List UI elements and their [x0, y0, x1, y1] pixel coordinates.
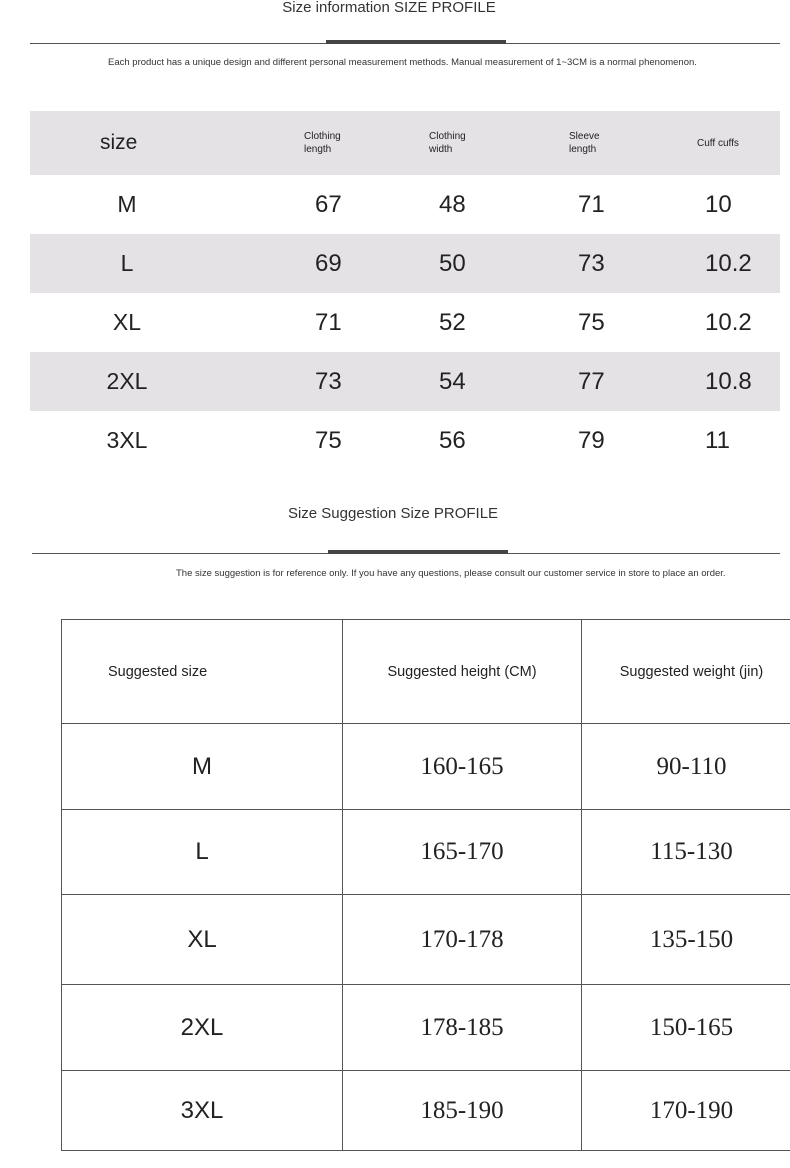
length-cell: 75 — [315, 426, 342, 454]
sleeve-cell: 73 — [578, 249, 605, 277]
header-size: size — [100, 131, 138, 154]
table-row — [30, 234, 780, 293]
table-row — [30, 293, 780, 352]
header-suggested-height: Suggested height (CM) — [343, 620, 582, 724]
size-cell: M — [117, 191, 137, 217]
table-row — [62, 724, 790, 810]
table-row — [62, 985, 790, 1071]
size-info-title: Size information SIZE PROFILE — [282, 0, 496, 16]
length-cell: 71 — [315, 308, 342, 336]
cuff-cell: 10.2 — [705, 249, 752, 277]
suggested-weight-cell: 150-165 — [582, 985, 790, 1071]
length-cell: 67 — [315, 190, 342, 218]
size-cell: 3XL — [106, 427, 148, 453]
table-row — [30, 175, 780, 234]
size-cell: 2XL — [106, 368, 148, 394]
size-suggestion-title: Size Suggestion Size PROFILE — [287, 505, 499, 522]
suggested-height-cell: 160-165 — [343, 724, 582, 810]
table-row — [62, 895, 790, 985]
suggested-height-cell: 170-178 — [343, 895, 582, 985]
suggested-size-cell: 2XL — [62, 985, 343, 1071]
suggested-size-cell: XL — [62, 895, 343, 985]
suggested-height-cell: 165-170 — [343, 810, 582, 895]
length-cell: 69 — [315, 249, 342, 277]
size-spec-header-row — [30, 111, 780, 175]
suggested-weight-cell: 170-190 — [582, 1071, 790, 1151]
header-clothing-width: Clothing width — [429, 131, 466, 155]
table-row — [30, 411, 780, 470]
size-suggestion-note: The size suggestion is for reference only. If you have any questions, please consult our customer service in store to place an order. — [176, 568, 726, 579]
size-suggestion-accent-bar — [328, 550, 508, 554]
header-clothing-length: Clothing length — [304, 131, 341, 155]
size-info-accent-bar — [326, 40, 506, 44]
header-suggested-weight: Suggested weight (jin) — [582, 620, 790, 724]
sleeve-cell: 79 — [578, 426, 605, 454]
header-suggested-size: Suggested size — [62, 620, 343, 724]
header-cuff: Cuff cuffs — [697, 137, 739, 149]
table-row — [62, 810, 790, 895]
width-cell: 48 — [439, 190, 466, 218]
suggested-height-cell: 178-185 — [343, 985, 582, 1071]
suggested-size-cell: L — [62, 810, 343, 895]
suggested-weight-cell: 135-150 — [582, 895, 790, 985]
width-cell: 52 — [439, 308, 466, 336]
sleeve-cell: 77 — [578, 367, 605, 395]
suggested-weight-cell: 115-130 — [582, 810, 790, 895]
width-cell: 54 — [439, 367, 466, 395]
table-row — [30, 352, 780, 411]
length-cell: 73 — [315, 367, 342, 395]
size-suggestion-table — [61, 619, 790, 1151]
suggested-weight-cell: 90-110 — [582, 724, 790, 810]
suggested-size-cell: 3XL — [62, 1071, 343, 1151]
cuff-cell: 10.2 — [705, 308, 752, 336]
size-cell: L — [120, 250, 134, 276]
size-cell: XL — [112, 309, 142, 335]
cuff-cell: 10 — [705, 190, 732, 218]
sleeve-cell: 71 — [578, 190, 605, 218]
sleeve-cell: 75 — [578, 308, 605, 336]
size-info-note: Each product has a unique design and different personal measurement methods. Manual measurement of 1~3CM is a normal phenomenon. — [108, 57, 697, 68]
cuff-cell: 11 — [705, 426, 730, 454]
suggestion-header-row — [62, 620, 790, 724]
width-cell: 50 — [439, 249, 466, 277]
header-sleeve-length: Sleeve length — [569, 131, 600, 155]
table-row — [62, 1071, 790, 1151]
size-spec-table — [30, 111, 780, 470]
suggested-height-cell: 185-190 — [343, 1071, 582, 1151]
suggested-size-cell: M — [62, 724, 343, 810]
cuff-cell: 10.8 — [705, 367, 752, 395]
width-cell: 56 — [439, 426, 466, 454]
